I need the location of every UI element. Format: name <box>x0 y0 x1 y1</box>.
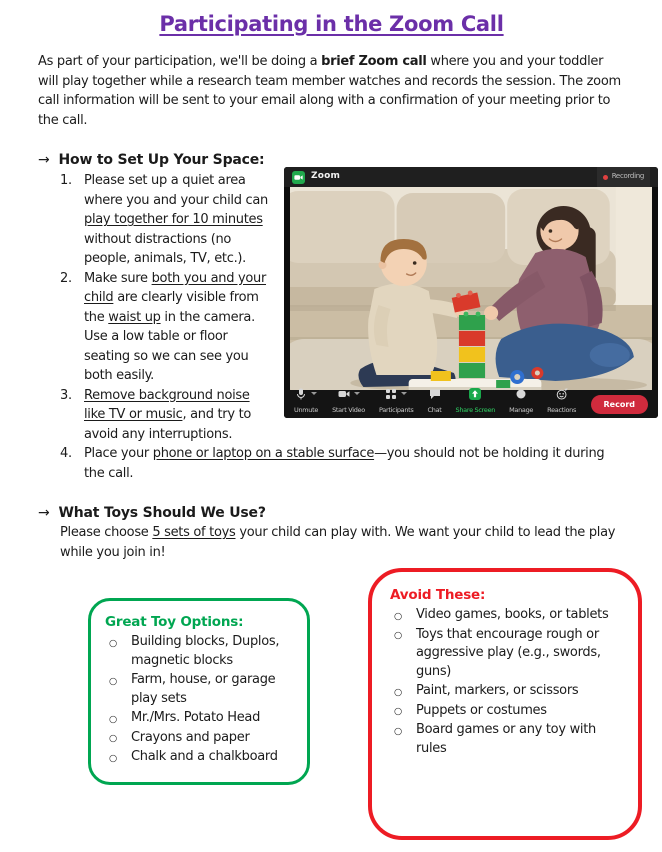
toy-item: ○ Farm, house, or garage play sets <box>105 671 297 708</box>
intro-paragraph: As part of your participation, we'll be doing a brief Zoom call where you and your toddler will play together while a research team member watches and records the session. The zoom call information will be sent to your email along with a confirmation of your meeting prior to the call. <box>38 54 621 128</box>
setup-heading <box>38 152 625 168</box>
avoid-toys-list <box>390 606 624 758</box>
setup-steps-list <box>38 171 625 483</box>
toy-item: ○ Mr./Mrs. Potato Head <box>105 709 297 728</box>
step-number: 2. <box>60 270 72 286</box>
setup-section <box>38 152 644 483</box>
zoom-toolbar-button[interactable]: Manage <box>509 387 533 418</box>
zoom-toolbar-button[interactable]: Reactions <box>547 387 576 418</box>
zoom-app-name: Zoom <box>311 171 341 182</box>
setup-step <box>60 444 625 483</box>
toy-item: ○ Video games, books, or tablets <box>390 606 624 625</box>
step-number: 1. <box>60 173 72 188</box>
toy-boxes <box>38 568 625 846</box>
setup-body <box>38 171 644 483</box>
toy-item: ○ Paint, markers, or scissors <box>390 682 624 701</box>
step-number: 3. <box>60 387 72 403</box>
toys-intro: Please choose 5 sets of toys your child can play with. We want your child to lead the play while you join in! <box>60 525 616 560</box>
good-toys-list <box>105 633 297 767</box>
toy-item: ○ Board games or any toy with rules <box>390 721 624 758</box>
setup-heading-text: How to Set Up Your Space: <box>58 152 265 168</box>
setup-step <box>60 386 625 445</box>
zoom-toolbar-button[interactable]: Unmute <box>294 387 318 418</box>
arrow-icon: → <box>38 505 50 521</box>
step-text: Remove background noise like TV or music, and try to avoid any interruptions. <box>84 387 252 442</box>
toys-section <box>38 505 625 846</box>
zoom-toolbar-button[interactable]: Start Video <box>332 387 365 418</box>
page-title: Participating in the Zoom Call <box>159 12 504 36</box>
zoom-toolbar-button[interactable]: Chat <box>428 387 442 418</box>
toys-heading-text: What Toys Should We Use? <box>58 505 266 521</box>
arrow-icon: → <box>38 152 50 168</box>
toy-item: ○ Chalk and a chalkboard <box>105 748 297 767</box>
toys-heading <box>38 505 625 521</box>
avoid-toys-box <box>368 568 642 840</box>
toy-item: ○ Puppets or costumes <box>390 702 624 721</box>
toy-item: ○ Crayons and paper <box>105 729 297 748</box>
step-number: 4. <box>60 446 72 461</box>
good-toys-box <box>88 598 310 785</box>
recording-label: Recording <box>611 172 644 181</box>
zoom-toolbar-button[interactable]: Participants <box>379 387 414 418</box>
avoid-toys-heading: Avoid These: <box>390 587 486 603</box>
good-toys-heading: Great Toy Options: <box>105 614 244 630</box>
zoom-toolbar-button[interactable]: Share Screen <box>456 387 496 418</box>
step-text: Make sure both you and your child are clearly visible from the waist up in the camera. Use a low table or floor seating so we can see you both easily. <box>84 270 267 383</box>
toy-item: ○ Building blocks, Duplos, magnetic blocks <box>105 633 297 670</box>
toy-item: ○ Toys that encourage rough or aggressive play (e.g., swords, guns) <box>390 626 624 682</box>
step-text: Place your phone or laptop on a stable surface—you should not be holding it during the call. <box>84 446 605 481</box>
step-text: Please set up a quiet area where you and your child can play together for 10 minutes without distractions (no people, animals, TV, etc.). <box>84 173 268 266</box>
setup-step <box>60 171 625 269</box>
setup-step <box>60 269 625 386</box>
record-button[interactable]: Record <box>591 395 649 414</box>
